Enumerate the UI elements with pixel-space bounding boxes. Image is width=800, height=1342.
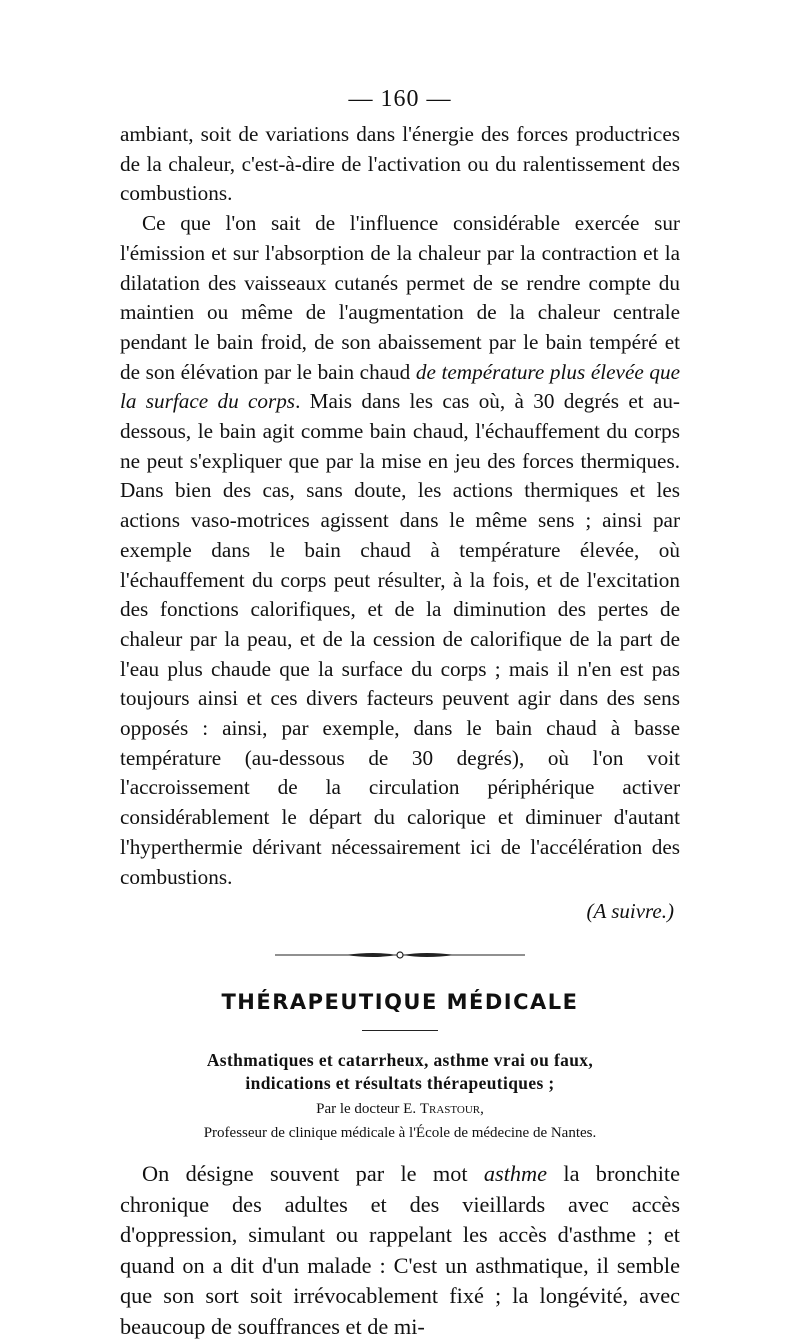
paragraph-2-italic: de température plus élevée que la surface du corps bbox=[120, 359, 680, 414]
to-be-continued: (A suivre.) bbox=[586, 899, 674, 924]
author-byline bbox=[120, 1099, 680, 1119]
byline-suffix: , bbox=[480, 1101, 484, 1118]
divider-ornament-icon bbox=[275, 948, 525, 962]
article-title-line-1: Asthmatiques et catarrheux, asthme vrai ou faux, bbox=[206, 1050, 594, 1071]
paragraph-3-text-b: la bronchite chronique des adultes et des vieillards avec accès d'oppression, simulant ou rappelant les accès d'asthme ; et quand on a dit d'un malade : C'est un asthmatique, il semble que son sort soit irrévocablement fixé ; la longévité, avec beaucoup de souffrances et de mi- bbox=[120, 1161, 680, 1339]
article-title bbox=[120, 1049, 680, 1095]
article-body bbox=[120, 1159, 680, 1342]
paragraph-3-italic: asthme bbox=[483, 1161, 548, 1187]
author-affiliation: Professeur de clinique médicale à l'École de médecine de Nantes. bbox=[203, 1125, 597, 1142]
ornamental-divider bbox=[120, 948, 680, 962]
paragraph-3-text-a: On désigne souvent par le mot bbox=[142, 1161, 484, 1187]
title-rule bbox=[362, 1030, 438, 1031]
paragraph-2-text-a: Ce que l'on sait de l'influence considérable exercée sur l'émission et sur l'absorption de la chaleur par la contraction et la dilatation des vaisseaux cutanés permet de se rendre compte du maintien ou même de l'augmentation de la chaleur centrale pendant le bain froid, de son abaissement par le bain tempéré et de son élévation par le bain chaud bbox=[120, 211, 680, 384]
section-title: THÉRAPEUTIQUE MÉDICALE bbox=[221, 990, 579, 1015]
document-page bbox=[120, 84, 680, 1342]
paragraph-1: ambiant, soit de variations dans l'énergie des forces productrices de la chaleur, c'est-à-dire de l'activation ou du ralentissement des combustions. bbox=[120, 122, 680, 206]
article-title-line-2: indications et résultats thérapeutiques ; bbox=[245, 1073, 555, 1094]
article-continuation bbox=[120, 120, 680, 892]
page-number: — 160 — bbox=[348, 86, 452, 112]
paragraph-2-text-b: . Mais dans les cas où, à 30 degrés et au-dessous, le bain agit comme bain chaud, l'échauffement du corps ne peut s'expliquer que par la mise en jeu des forces thermiques. Dans bien des cas, sans doute, les actions thermiques et les actions vaso-motrices agissent dans le même sens ; ainsi par exemple dans le bain chaud à température élevée, où l'échauffement du corps peut résulter, à la fois, et de l'excitation des fonctions calorifiques, et de la diminution des pertes de chaleur par la peau, et de la cession de calorifique de la part de l'eau plus chaude que la surface du corps ; mais il n'en est pas toujours ainsi et ces divers facteurs peuvent agir dans des sens opposés : ainsi, par exemple, dans le bain chaud à basse température (au-dessous de 30 degrés), où l'on voit l'accroissement de la circulation périphérique activer considérablement le départ du calorique et diminuer d'autant l'hyperthermie dérivant nécessairement ici de l'accélération des combustions. bbox=[120, 389, 680, 889]
paragraph-2 bbox=[120, 209, 680, 892]
paragraph-3 bbox=[120, 1159, 680, 1342]
author-name: Trastour bbox=[419, 1101, 481, 1118]
byline-prefix: Par le docteur E. bbox=[316, 1101, 420, 1118]
